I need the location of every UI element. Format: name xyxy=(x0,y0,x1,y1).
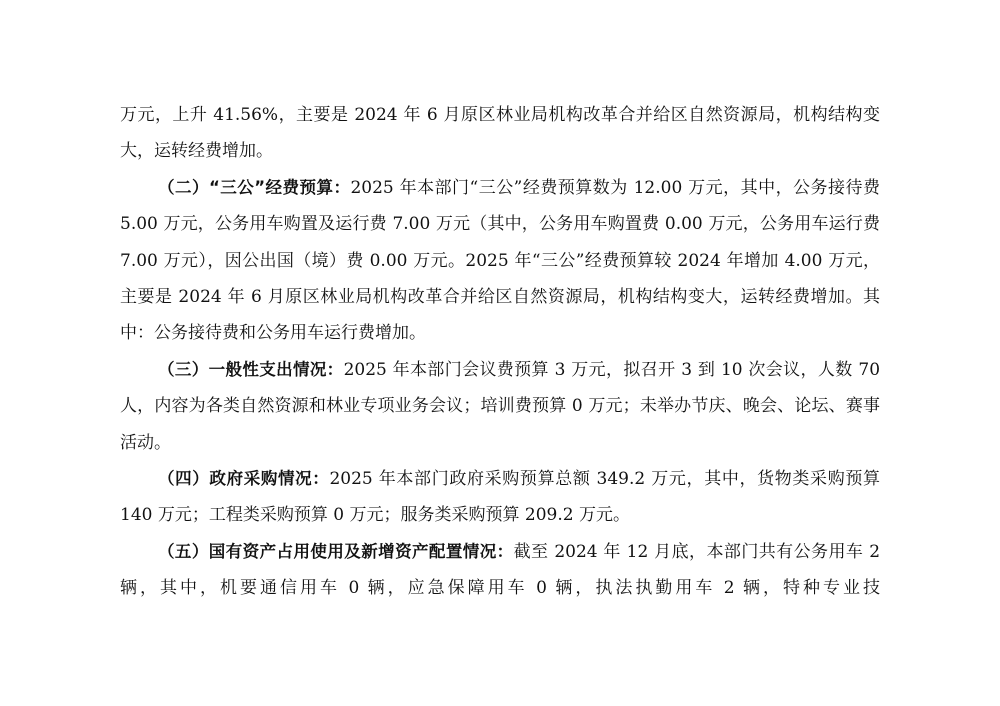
paragraph-government-procurement xyxy=(120,461,880,534)
paragraph-three-public-expenses xyxy=(120,170,880,352)
section-heading: （二）“三公”经费预算： xyxy=(158,177,351,197)
paragraph-text: 2025 年本部门政府采购预算总额 349.2 万元，其中，货物类采购预算 140 万元；工程类采购预算 0 万元；服务类采购预算 209.2 万元。 xyxy=(120,469,880,526)
section-heading: （三）一般性支出情况： xyxy=(158,359,344,379)
paragraph-budget-increase xyxy=(120,97,880,170)
paragraph-state-assets xyxy=(120,534,880,607)
document-body xyxy=(120,97,880,607)
section-heading: （四）政府采购情况： xyxy=(158,469,330,489)
paragraph-text: 截至 2024 年 12 月底，本部门共有公务用车 2 辆，其中，机要通信用车 0 辆，应急保障用车 0 辆，执法执勤用车 2 辆，特种专业技 xyxy=(120,541,881,599)
paragraph-general-expenditure xyxy=(120,352,880,461)
paragraph-text: 万元，上升 41.56%，主要是 2024 年 6 月原区林业局机构改革合并给区自然资源局，机构结构变大，运转经费增加。 xyxy=(120,105,880,162)
paragraph-text: 2025 年本部门“三公”经费预算数为 12.00 万元，其中，公务接待费 5.00 万元，公务用车购置及运行费 7.00 万元（其中，公务用车购置费 0.00 万元，公务用车运行费 7.00 万元），因公出国（境）费 0.00 万元。2025 年“三公”经费预算较 2024 年增加 4.00 万元，主要是 2024 年 6 月原区林业局机构改革合并给区自然资源局，机构结构变大，运转经费增加。其中：公务接待费和公务用车运行费增加。 xyxy=(120,177,880,344)
paragraph-text: 2025 年本部门会议费预算 3 万元，拟召开 3 到 10 次会议，人数 70 人，内容为各类自然资源和林业专项业务会议；培训费预算 0 万元；未举办节庆、晚会、论坛、赛事活动。 xyxy=(120,359,881,453)
section-heading: （五）国有资产占用使用及新增资产配置情况： xyxy=(158,541,514,561)
